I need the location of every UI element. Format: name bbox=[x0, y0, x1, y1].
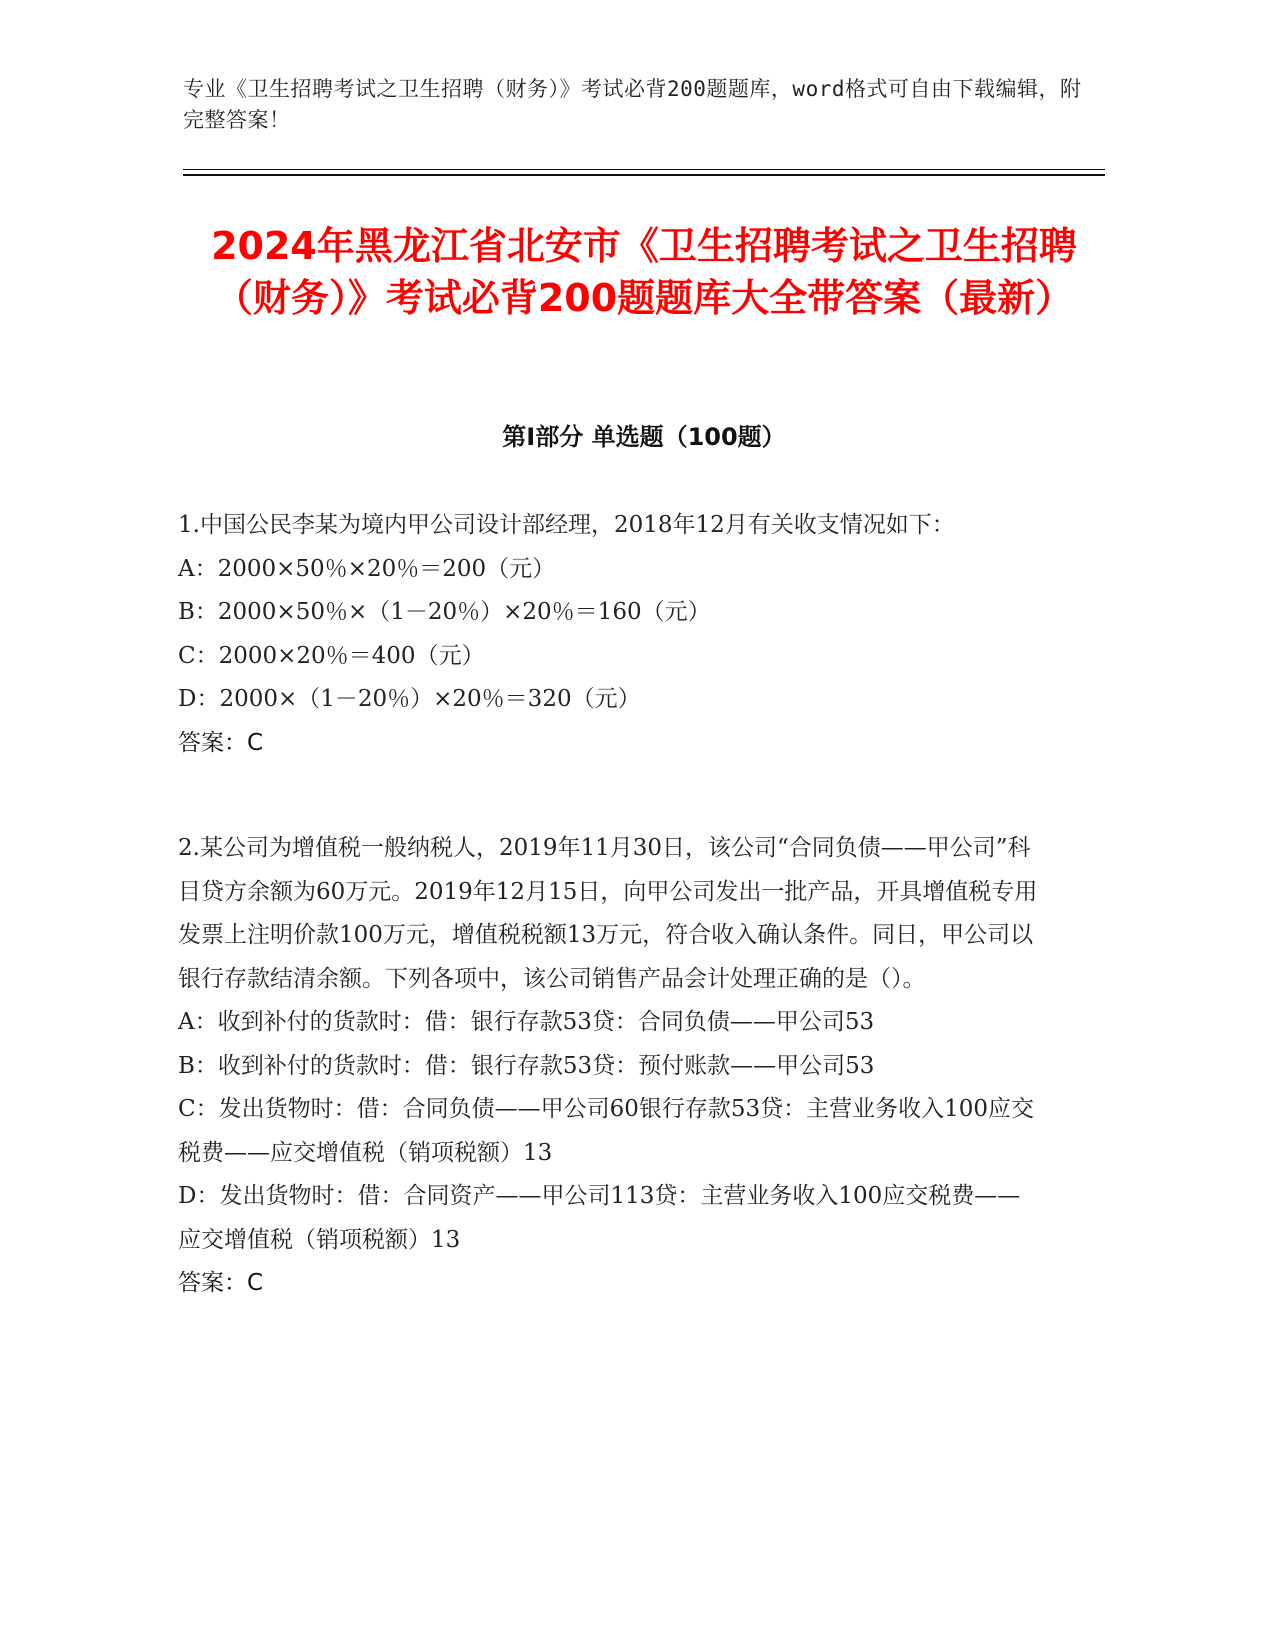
question-1 bbox=[178, 504, 1038, 765]
question-2 bbox=[178, 827, 1038, 1306]
question-stem: 1.中国公民李某为境内甲公司设计部经理，2018年12月有关收支情况如下： bbox=[178, 512, 955, 538]
option-b: B：收到补付的货款时：借：银行存款53贷：预付账款——甲公司53 bbox=[178, 1052, 875, 1079]
answer: 答案：C bbox=[178, 729, 264, 756]
option-d: D：发出货物时：借：合同资产——甲公司113贷：主营业务收入100应交税费——应交增值税（销项税额）13 bbox=[178, 1183, 1021, 1253]
option-c: C：发出货物时：借：合同负债——甲公司60银行存款53贷：主营业务收入100应交税费——应交增值税（销项税额）13 bbox=[178, 1096, 1035, 1166]
header-rule-thick bbox=[183, 174, 1105, 176]
answer: 答案：C bbox=[178, 1270, 264, 1296]
section-title: 第I部分 单选题（100题） bbox=[502, 423, 786, 451]
option-b: B：2000×50％×（1－20％）×20％＝160（元） bbox=[178, 599, 711, 625]
option-d: D：2000×（1－20％）×20％＝320（元） bbox=[178, 686, 641, 712]
question-list bbox=[178, 504, 1038, 1368]
document-title: 2024年黑龙江省北安市《卫生招聘考试之卫生招聘（财务）》考试必背200题题库大全带答案（最新） bbox=[211, 224, 1077, 320]
option-a: A：收到补付的货款时：借：银行存款53贷：合同负债——甲公司53 bbox=[178, 1009, 875, 1035]
header-note: 专业《卫生招聘考试之卫生招聘（财务）》考试必背200题题库，word格式可自由下载编辑，附完整答案！ bbox=[183, 77, 1082, 132]
header-rule-thin bbox=[183, 169, 1105, 170]
question-stem: 2.某公司为增值税一般纳税人，2019年11月30日，该公司“合同负债——甲公司”科目贷方余额为60万元。2019年12月15日，向甲公司发出一批产品，开具增值税专用发票上注明价款100万元，增值税税额13万元，符合收入确认条件。同日，甲公司以银行存款结清余额。下列各项中，该公司销售产品会计处理正确的是（）。 bbox=[178, 835, 1038, 992]
option-a: A：2000×50％×20％＝200（元） bbox=[178, 555, 556, 582]
option-c: C：2000×20％＝400（元） bbox=[178, 642, 485, 669]
